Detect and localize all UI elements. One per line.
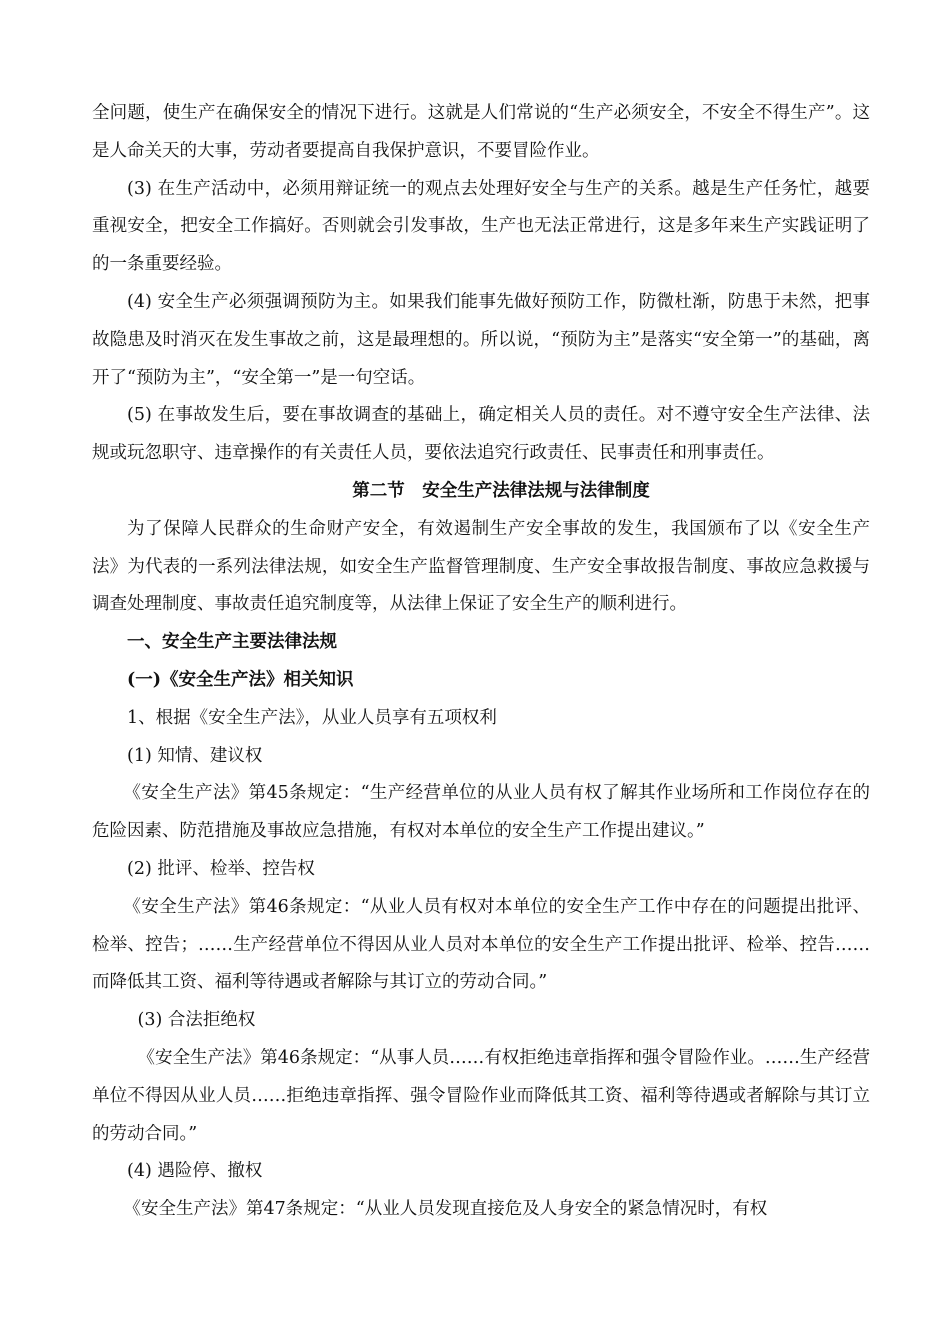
section-title: 第二节 安全生产法律法规与法律制度 (352, 480, 650, 501)
right-heading-1: (1) 知情、建议权 (127, 745, 263, 766)
right-article-47: 《安全生产法》第47条规定：“从业人员发现直接危及人身安全的紧急情况时，有权 (123, 1199, 768, 1220)
paragraph-continuation: 全问题，使生产在确保安全的情况下进行。这就是人们常说的“生产必须安全，不安全不得生产”。这是人命关天的大事，劳动者要提高自我保护意识，不要冒险作业。 (92, 103, 870, 161)
right-article-46a: 《安全生产法》第46条规定：“从业人员有权对本单位的安全生产工作中存在的问题提出批评、检举、控告；……生产经营单位不得因从业人员对本单位的安全生产工作提出批评、检举、控告……而降低其工资、福利等待遇或者解除与其订立的劳动合同。” (92, 896, 870, 993)
paragraph-item-4: (4) 安全生产必须强调预防为主。如果我们能事先做好预防工作，防微杜渐，防患于未然，把事故隐患及时消灭在发生事故之前，这是最理想的。所以说，“预防为主”是落实“安全第一”的基础，离开了“预防为主”，“安全第一”是一句空话。 (92, 291, 870, 388)
right-heading-3: (3) 合法拒绝权 (137, 1010, 256, 1031)
heading-level-2: (一)《安全生产法》相关知识 (127, 669, 354, 690)
paragraph-item-3: (3) 在生产活动中，必须用辩证统一的观点去处理好安全与生产的关系。越是生产任务忙，越要重视安全，把安全工作搞好。否则就会引发事故，生产也无法正常进行，这是多年来生产实践证明了的一条重要经验。 (92, 178, 870, 275)
rights-intro: 1、根据《安全生产法》，从业人员享有五项权利 (127, 707, 497, 728)
right-heading-2: (2) 批评、检举、控告权 (127, 858, 315, 879)
paragraph-item-5: (5) 在事故发生后，要在事故调查的基础上，确定相关人员的责任。对不遵守安全生产法律、法规或玩忽职守、违章操作的有关责任人员，要依法追究行政责任、民事责任和刑事责任。 (92, 405, 870, 464)
right-article-45: 《安全生产法》第45条规定：“生产经营单位的从业人员有权了解其作业场所和工作岗位存在的危险因素、防范措施及事故应急措施，有权对本单位的安全生产工作提出建议。” (92, 783, 870, 842)
document-page (92, 95, 870, 1229)
heading-level-1: 一、安全生产主要法律法规 (127, 632, 337, 653)
right-article-46b: 《安全生产法》第46条规定：“从事人员……有权拒绝违章指挥和强令冒险作业。……生产经营单位不得因从业人员……拒绝违章指挥、强令冒险作业而降低其工资、福利等待遇或者解除与其订立的劳动合同。” (92, 1047, 870, 1144)
section-intro-paragraph: 为了保障人民群众的生命财产安全，有效遏制生产安全事故的发生，我国颁布了以《安全生产法》为代表的一系列法律法规，如安全生产监督管理制度、生产安全事故报告制度、事故应急救援与调查处理制度、事故责任追究制度等，从法律上保证了安全生产的顺利进行。 (92, 518, 870, 615)
right-heading-4: (4) 遇险停、撤权 (127, 1161, 263, 1182)
